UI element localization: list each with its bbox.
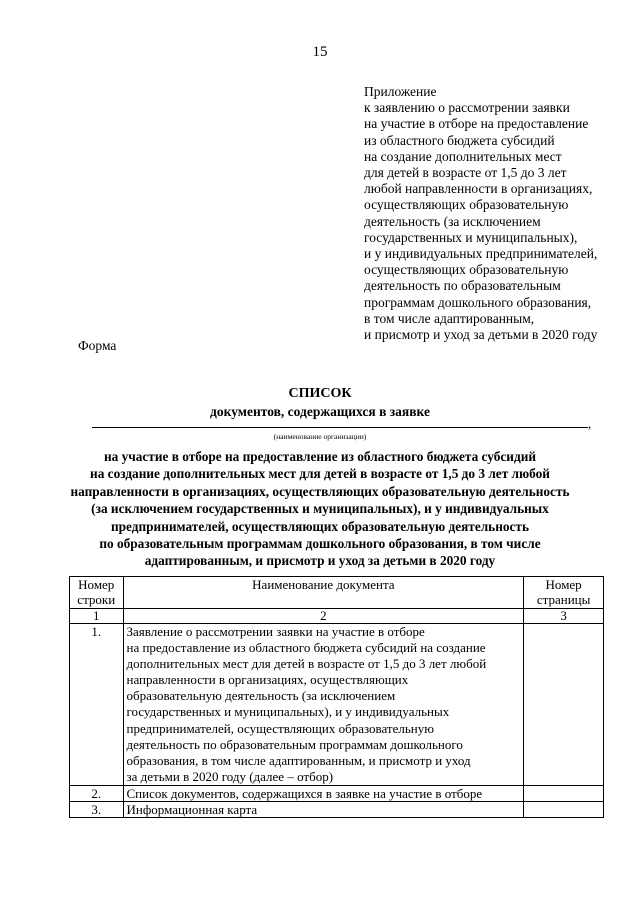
header-text: страницы <box>536 592 591 607</box>
document-name-line: на предоставление из областного бюджета субсидий на создание <box>126 640 486 656</box>
description-line: (за исключением государственных и муниципальных), и у индивидуальных <box>91 501 549 517</box>
header-document-name <box>123 577 524 609</box>
page-number-cell <box>524 801 604 817</box>
appendix-block <box>364 84 636 343</box>
appendix-line: осуществляющих образовательную <box>364 262 569 278</box>
table-header-row <box>70 577 604 609</box>
appendix-line: деятельность по образовательным <box>364 278 561 294</box>
appendix-line: и у индивидуальных предпринимателей, <box>364 246 598 262</box>
appendix-line: для детей в возрасте от 1,5 до 3 лет <box>364 165 567 181</box>
column-number: 1 <box>70 609 124 624</box>
documents-table <box>69 576 604 818</box>
appendix-line: государственных и муниципальных), <box>364 229 578 245</box>
document-name-line: деятельность по образовательным программам дошкольного <box>126 736 463 752</box>
appendix-line: программам дошкольного образования, <box>364 294 592 310</box>
appendix-line: на участие в отборе на предоставление <box>364 116 589 132</box>
description-line: предпринимателей, осуществляющих образовательную деятельность <box>110 518 529 534</box>
appendix-line: Приложение <box>364 84 437 99</box>
header-text: строки <box>77 592 116 607</box>
description-line: адаптированным, и присмотр и уход за детьми в 2020 году <box>144 553 496 569</box>
appendix-line: деятельность (за исключением <box>364 213 541 229</box>
header-text: Номер <box>545 577 582 592</box>
document-subtitle: документов, содержащихся в заявке <box>210 404 430 419</box>
row-number: 2. <box>70 785 124 801</box>
document-name-line: государственных и муниципальных), и у индивидуальных <box>126 704 450 720</box>
appendix-line: и присмотр и уход за детьми в 2020 году <box>364 327 598 343</box>
organization-line-comma: , <box>588 416 592 431</box>
page-number: 15 <box>312 44 328 60</box>
document-name-line: предпринимателей, осуществляющих образовательную <box>126 720 434 736</box>
column-number: 2 <box>123 609 524 624</box>
document-name-line: направленности в организациях, осуществляющих <box>126 672 409 688</box>
header-text: Номер <box>78 577 115 592</box>
appendix-line: к заявлению о рассмотрении заявки <box>364 100 570 116</box>
page-number-cell <box>524 785 604 801</box>
table-row <box>70 801 604 817</box>
organization-name-line <box>92 427 588 428</box>
document-name-line: образования, в том числе адаптированным, и присмотр и уход <box>126 752 471 768</box>
appendix-line: из областного бюджета субсидий <box>364 132 555 148</box>
column-number: 3 <box>524 609 604 624</box>
table-row <box>70 624 604 786</box>
appendix-line: осуществляющих образовательную <box>364 197 569 213</box>
document-title: СПИСОК <box>288 386 352 401</box>
description-line: на участие в отборе на предоставление из областного бюджета субсидий <box>103 449 537 464</box>
document-name-line: дополнительных мест для детей в возрасте от 1,5 до 3 лет любой <box>126 656 487 672</box>
form-label: Форма <box>78 338 117 353</box>
document-name-line: за детьми в 2020 году (далее – отбор) <box>126 768 334 784</box>
document-name-line: Заявление о рассмотрении заявки на участие в отборе <box>126 624 425 639</box>
appendix-line: в том числе адаптированным, <box>364 310 535 326</box>
description-line: на создание дополнительных мест для детей в возрасте от 1,5 до 3 лет любой <box>90 466 550 482</box>
organization-caption: (наименование организации) <box>273 432 367 441</box>
header-row-number <box>70 577 124 609</box>
description-line: направленности в организациях, осуществляющих образовательную деятельность <box>70 483 570 499</box>
row-number: 1. <box>70 624 124 786</box>
header-page-number <box>524 577 604 609</box>
list-description <box>60 448 580 570</box>
header-text: Наименование документа <box>252 577 395 592</box>
document-name: Информационная карта <box>123 801 524 817</box>
column-numbering-row <box>70 609 604 624</box>
page-number-cell <box>524 624 604 786</box>
row-number: 3. <box>70 801 124 817</box>
appendix-line: на создание дополнительных мест <box>364 148 562 164</box>
appendix-line: любой направленности в организациях, <box>364 181 593 197</box>
document-name <box>123 624 524 786</box>
table-row <box>70 785 604 801</box>
description-line: по образовательным программам дошкольного образования, в том числе <box>99 536 541 552</box>
document-name: Список документов, содержащихся в заявке на участие в отборе <box>123 785 524 801</box>
document-name-line: образовательную деятельность (за исключением <box>126 688 396 704</box>
